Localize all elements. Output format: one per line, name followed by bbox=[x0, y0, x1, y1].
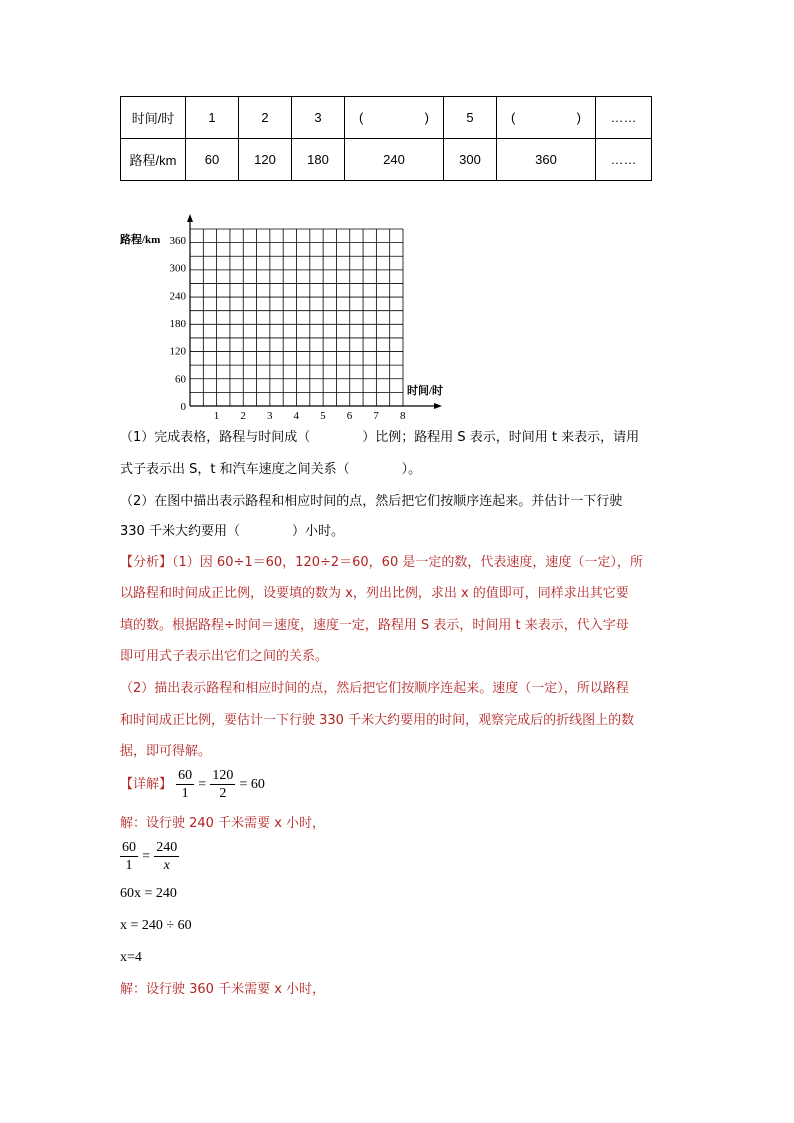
analysis-line-5: （2）描出表示路程和相应时间的点，然后把它们按顺序连起来。速度（一定），所以路程 bbox=[120, 681, 629, 696]
x-tick-label: 8 bbox=[399, 410, 406, 422]
table-cell: 5 bbox=[444, 97, 497, 139]
proportion-line: $\frac{60}{1}$ = $\frac{240}{x}$ bbox=[122, 840, 178, 873]
analysis-line-7: 据，即可得解。 bbox=[120, 744, 212, 759]
solution-line-2: 解：设行驶 360 千米需要 x 小时， bbox=[120, 982, 326, 997]
table-cell: 3 bbox=[292, 97, 345, 139]
fraction: $\frac{240}{x}$ bbox=[156, 840, 178, 873]
ellipsis-cell: …… bbox=[596, 139, 652, 181]
question-2-line-1: （2）在图中描出表示路程和相应时间的点，然后把它们按顺序连起来。并估计一下行驶 bbox=[120, 494, 623, 509]
fraction: $\frac{60}{1}$ bbox=[122, 840, 136, 873]
question-2-line-2: 330 千米大约要用（ ）小时。 bbox=[120, 524, 344, 539]
fraction: $\frac{120}{2}$ bbox=[212, 768, 234, 801]
blank-cell: ( ) bbox=[345, 97, 444, 139]
table-row bbox=[121, 139, 652, 181]
y-axis-arrow-icon bbox=[187, 214, 193, 222]
y-tick-label: 0 bbox=[180, 401, 186, 413]
y-tick-label: 300 bbox=[169, 262, 186, 275]
distance-header: 路程/km bbox=[121, 139, 186, 181]
step-3: x=4 bbox=[120, 950, 142, 965]
table-cell: 2 bbox=[239, 97, 292, 139]
analysis-line-6: 和时间成正比例，要估计一下行驶 330 千米大约要用的时间，观察完成后的折线图上的数 bbox=[120, 713, 635, 728]
y-axis-label: 路程/km bbox=[120, 234, 161, 246]
analysis-tag: 【分析】 bbox=[120, 555, 173, 570]
analysis-line-2: 以路程和时间成正比例，设要填的数为 x，列出比例，求出 x 的值即可，同样求出其它要 bbox=[120, 586, 629, 601]
y-tick-label: 240 bbox=[169, 290, 186, 303]
analysis-line-3: 填的数。根据路程÷时间＝速度，速度一定，路程用 S 表示，时间用 t 来表示，代入字母 bbox=[120, 618, 629, 633]
table-row bbox=[121, 97, 652, 139]
table-cell: 240 bbox=[345, 139, 444, 181]
x-tick-label: 1 bbox=[213, 410, 220, 422]
gridlines bbox=[190, 229, 403, 406]
x-tick-label: 4 bbox=[293, 410, 300, 422]
ellipsis-cell: …… bbox=[596, 97, 652, 139]
x-tick-label: 5 bbox=[320, 410, 326, 422]
step-1: 60x = 240 bbox=[120, 886, 177, 901]
analysis-line-1: 【分析】（1）因 60÷1＝60，120÷2＝60，60 是一定的数，代表速度，速度（一定），所 bbox=[120, 555, 643, 570]
solution-line-1: 解：设行驶 240 千米需要 x 小时， bbox=[120, 816, 326, 831]
grid-graph bbox=[116, 212, 456, 426]
detail-tag: 【详解】 bbox=[120, 777, 173, 792]
table-cell: 60 bbox=[186, 139, 239, 181]
blank-cell: ( ) bbox=[497, 97, 596, 139]
question-1-line-2: 式子表示出 S，t 和汽车速度之间关系（ ）。 bbox=[120, 462, 422, 477]
x-tick-label: 3 bbox=[266, 410, 273, 422]
x-axis-label: 时间/时 bbox=[407, 385, 444, 397]
fraction: $\frac{60}{1}$ bbox=[178, 768, 193, 801]
x-tick-label: 6 bbox=[346, 410, 353, 422]
table-cell: 300 bbox=[444, 139, 497, 181]
step-2: x = 240 ÷ 60 bbox=[120, 918, 192, 933]
table-cell: 180 bbox=[292, 139, 345, 181]
table-cell: 360 bbox=[497, 139, 596, 181]
data-table bbox=[120, 96, 652, 181]
x-tick-label: 7 bbox=[373, 410, 379, 422]
x-tick-label: 2 bbox=[240, 410, 246, 422]
analysis-line-4: 即可用式子表示出它们之间的关系。 bbox=[120, 649, 329, 664]
y-tick-label: 120 bbox=[169, 345, 186, 358]
time-header: 时间/时 bbox=[121, 97, 186, 139]
y-tick-label: 360 bbox=[169, 235, 186, 247]
y-tick-label: 60 bbox=[175, 373, 186, 386]
question-1-line-1: （1）完成表格，路程与时间成（ ）比例；路程用 S 表示，时间用 t 来表示，请用 bbox=[120, 430, 640, 445]
detail-line: 【详解】 $\frac{60}{1}$ = $\frac{120}{2}$ = 60 bbox=[120, 768, 265, 801]
x-axis-arrow-icon bbox=[434, 403, 442, 409]
table-cell: 1 bbox=[186, 97, 239, 139]
y-tick-label: 180 bbox=[169, 318, 186, 330]
table-cell: 120 bbox=[239, 139, 292, 181]
